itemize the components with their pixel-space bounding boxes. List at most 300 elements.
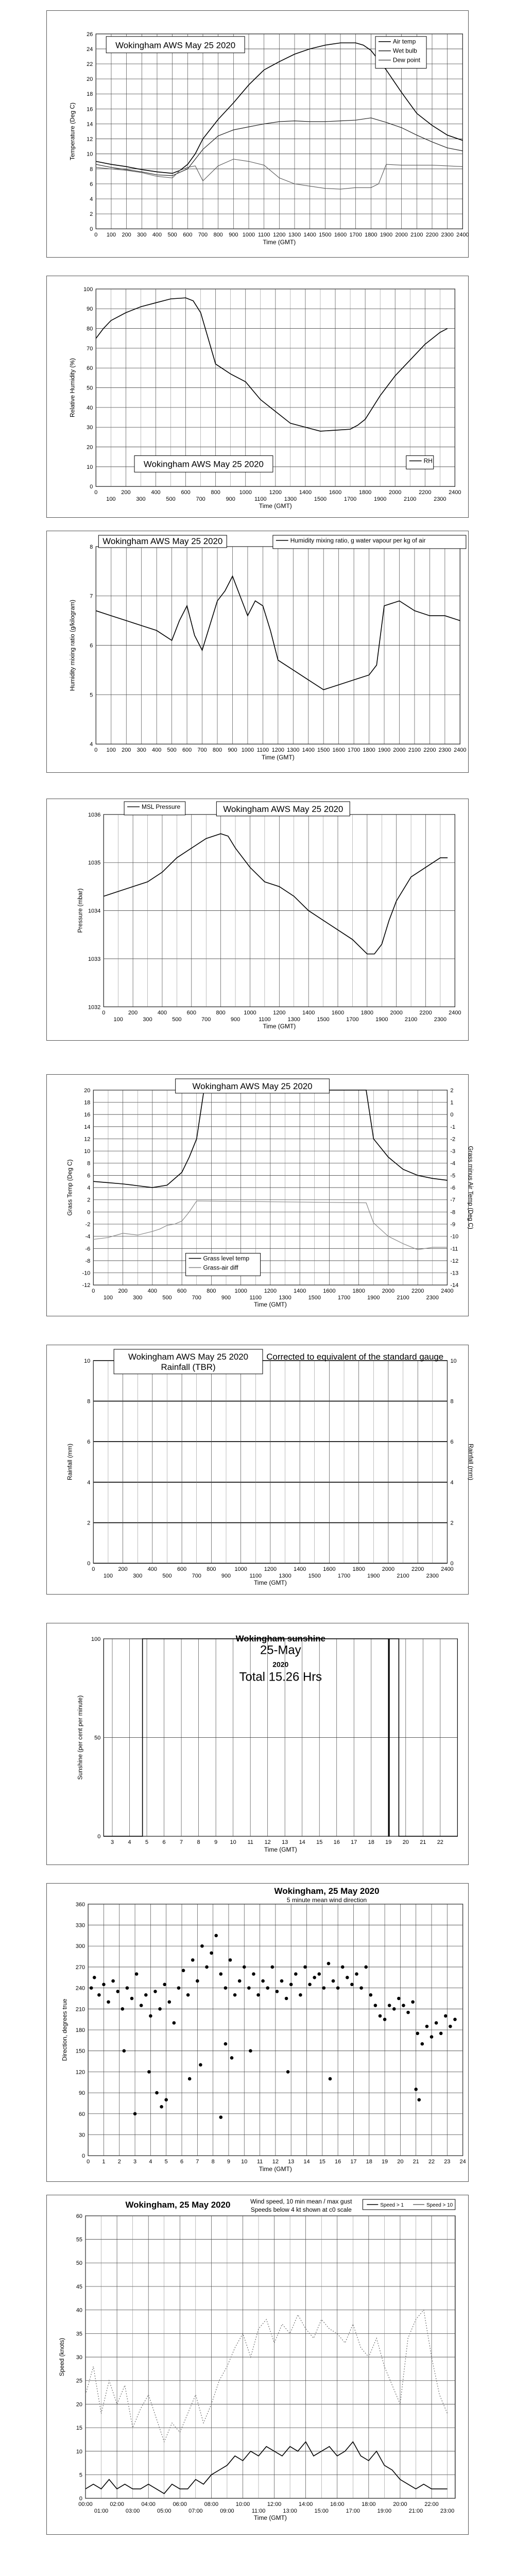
y2-tick-label: 8: [450, 1398, 454, 1405]
x-tick-label: 4: [149, 2159, 152, 2165]
chart-subtitle: Rainfall (TBR): [161, 1362, 216, 1372]
chart-title: Wokingham AWS May 25 2020: [223, 804, 344, 814]
x-tick-label: 2100: [410, 232, 423, 239]
x-tick-label: 17: [351, 1839, 357, 1846]
x-axis-label: Time (GMT): [264, 1846, 297, 1854]
x-tick-label: 2100: [408, 747, 421, 754]
y-axis-label: Sunshine (per cent per minute): [76, 1695, 84, 1780]
data-point: [90, 1986, 93, 1990]
y2-tick-label: -2: [450, 1136, 456, 1143]
x-tick-label: 200: [121, 489, 131, 496]
x-tick-label: 2200: [419, 1010, 432, 1016]
x-tick-label: 1100: [256, 747, 269, 754]
chart-subtitle: Wind speed, 10 min mean / max gust: [250, 2197, 352, 2205]
x-tick-label: 2200: [425, 232, 439, 239]
y-tick-label: 1034: [88, 908, 101, 914]
x-tick-label: 500: [162, 1573, 172, 1580]
y-tick-label: 90: [78, 2090, 85, 2097]
legend-label: Humidity mixing ratio, g water vapour per kg of air: [290, 536, 426, 544]
data-point: [149, 2014, 152, 2018]
x-tick-label: 07:00: [188, 2508, 203, 2515]
data-point: [388, 2004, 391, 2007]
data-point: [317, 1972, 321, 1976]
y2-tick-label: -7: [450, 1197, 456, 1204]
x-tick-label: 12: [264, 1839, 271, 1846]
x-tick-label: 300: [136, 747, 146, 754]
y-tick-label: 240: [75, 1985, 85, 1992]
y-tick-label: 0: [90, 226, 93, 233]
y2-tick-label: -3: [450, 1148, 456, 1155]
y-tick-label: 6: [90, 642, 93, 649]
x-tick-label: 0: [87, 2159, 90, 2165]
x-tick-label: 1600: [334, 232, 347, 239]
y2-tick-label: -5: [450, 1173, 456, 1179]
y2-tick-label: -4: [450, 1160, 456, 1167]
y-tick-label: 0: [79, 2496, 83, 2502]
y2-tick-label: 2: [450, 1087, 454, 1094]
y-tick-label: 5: [79, 2472, 83, 2479]
data-point: [425, 2025, 429, 2028]
x-tick-label: 7: [196, 2159, 199, 2165]
chart-note: Corrected to equivalent of the standard gauge: [266, 1351, 444, 1362]
y-tick-label: 1032: [88, 1004, 101, 1011]
x-tick-label: 500: [167, 232, 177, 239]
y-tick-label: 10: [76, 2448, 83, 2455]
x-axis-label: Time (GMT): [253, 2514, 287, 2522]
x-axis-label: Time (GMT): [263, 239, 296, 246]
y-tick-label: 10: [84, 1358, 91, 1364]
x-tick-label: 2: [117, 2159, 121, 2165]
y-tick-label: 25: [76, 2378, 83, 2384]
x-tick-label: 600: [181, 489, 191, 496]
y2-tick-label: 0: [450, 1561, 454, 1567]
x-tick-label: 600: [177, 1566, 187, 1573]
data-point: [164, 2098, 168, 2102]
x-tick-label: 1200: [271, 747, 285, 754]
x-tick-label: 1700: [346, 1016, 359, 1023]
y2-axis-label: Grass minus Air Temp (Deg C): [467, 1146, 475, 1229]
x-tick-label: 1400: [299, 489, 312, 496]
data-point: [200, 1944, 204, 1948]
x-tick-label: 05:00: [157, 2508, 171, 2515]
temperature-chart: [46, 10, 469, 258]
y-tick-label: 70: [87, 345, 93, 352]
y-tick-label: 6: [87, 1439, 91, 1446]
chart-title: Wokingham AWS May 25 2020: [115, 40, 236, 50]
data-point: [350, 1983, 354, 1987]
y2-axis-label: Rainfall (mm): [467, 1444, 475, 1481]
y-axis-label: Humidity mixing ratio (g/kilogram): [68, 599, 76, 691]
chart-total: Total 15.26 Hrs: [239, 1670, 322, 1684]
x-axis-label: Time (GMT): [261, 754, 295, 761]
x-tick-label: 2000: [393, 747, 406, 754]
y2-tick-label: -8: [450, 1209, 456, 1216]
y-tick-label: 40: [76, 2307, 83, 2314]
y2-tick-label: -11: [450, 1246, 458, 1252]
y-tick-label: 6: [90, 181, 93, 188]
x-tick-label: 14: [303, 2159, 310, 2165]
x-tick-label: 1300: [287, 1016, 300, 1023]
x-tick-label: 12: [272, 2159, 279, 2165]
x-tick-label: 500: [166, 496, 176, 503]
data-point: [286, 2070, 290, 2074]
x-tick-label: 800: [211, 489, 220, 496]
x-tick-label: 200: [118, 1566, 128, 1573]
x-tick-label: 1: [102, 2159, 106, 2165]
data-point: [196, 1979, 199, 1983]
y-tick-label: 0: [97, 1834, 101, 1840]
y2-tick-label: -6: [450, 1185, 456, 1192]
x-tick-label: 9: [227, 2159, 230, 2165]
data-point: [102, 1983, 106, 1987]
y-tick-label: 12: [87, 136, 93, 143]
data-point: [147, 2070, 151, 2074]
x-tick-label: 1400: [302, 747, 315, 754]
x-tick-label: 8: [211, 2159, 215, 2165]
x-tick-label: 2300: [434, 1016, 447, 1023]
x-tick-label: 700: [197, 747, 207, 754]
y2-tick-label: -9: [450, 1221, 456, 1228]
data-point: [191, 1958, 195, 1962]
data-point: [219, 1972, 222, 1976]
data-point: [261, 1979, 265, 1983]
sunshine-chart-svg: [47, 1623, 468, 1865]
mixing-ratio-chart: [46, 531, 469, 773]
x-tick-label: 500: [162, 1295, 172, 1301]
x-tick-label: 10: [241, 2159, 248, 2165]
y-tick-label: -8: [85, 1258, 91, 1264]
y-axis-label: Direction, degrees true: [61, 1998, 68, 2061]
x-tick-label: 100: [106, 747, 116, 754]
y-tick-label: 8: [87, 1398, 91, 1405]
x-tick-label: 13: [282, 1839, 288, 1846]
x-tick-label: 00:00: [78, 2501, 93, 2508]
x-tick-label: 900: [228, 747, 237, 754]
y-tick-label: 2: [87, 1520, 91, 1527]
data-point: [276, 1990, 279, 1993]
y-tick-label: 10: [84, 1148, 91, 1155]
x-tick-label: 1500: [308, 1295, 321, 1301]
y-tick-label: 100: [83, 286, 93, 293]
x-tick-label: 400: [152, 232, 162, 239]
x-tick-label: 1500: [314, 496, 327, 503]
wind-direction-chart: [46, 1883, 469, 2182]
data-point: [167, 2000, 171, 2004]
x-tick-label: 700: [198, 232, 208, 239]
data-point: [93, 1976, 96, 1979]
data-point: [130, 1997, 134, 2001]
y-tick-label: 150: [75, 2048, 85, 2055]
x-tick-label: 900: [221, 1573, 231, 1580]
data-point: [435, 2021, 438, 2025]
y-tick-label: 4: [87, 1185, 91, 1192]
x-tick-label: 15: [316, 1839, 323, 1846]
x-tick-label: 2200: [411, 1288, 424, 1295]
y-tick-label: 50: [87, 385, 93, 392]
y2-tick-label: 2: [450, 1520, 454, 1527]
y-tick-label: 120: [75, 2069, 85, 2076]
x-tick-label: 02:00: [110, 2501, 124, 2508]
data-point: [322, 1986, 326, 1990]
legend-label: Speed > 10: [426, 2202, 453, 2208]
x-tick-label: 5: [145, 1839, 149, 1846]
data-point: [313, 1976, 316, 1979]
data-point: [299, 1993, 302, 1997]
y-tick-label: 4: [90, 196, 93, 202]
data-point: [364, 1965, 368, 1969]
x-tick-label: 0: [92, 1566, 95, 1573]
y-tick-label: 5: [90, 692, 93, 699]
x-tick-label: 200: [118, 1288, 128, 1295]
x-tick-label: 01:00: [94, 2508, 109, 2515]
data-point: [439, 2032, 443, 2036]
data-point: [247, 1986, 251, 1990]
legend-label: Grass level temp: [203, 1255, 250, 1262]
x-tick-label: 300: [137, 232, 147, 239]
x-tick-label: 600: [177, 1288, 187, 1295]
legend-label: MSL Pressure: [141, 803, 181, 810]
x-tick-label: 800: [207, 1288, 216, 1295]
x-tick-label: 5: [164, 2159, 168, 2165]
x-tick-label: 300: [133, 1573, 143, 1580]
legend-label: Dew point: [392, 56, 420, 64]
chart-date: 25-May: [260, 1643, 301, 1657]
y2-tick-label: -10: [450, 1233, 459, 1240]
y-tick-label: 0: [82, 2153, 85, 2160]
x-tick-label: 2000: [382, 1288, 395, 1295]
y-tick-label: -4: [85, 1233, 91, 1240]
y-tick-label: 24: [87, 46, 93, 53]
data-point: [233, 1993, 237, 1997]
y-tick-label: 16: [87, 106, 93, 113]
data-point: [144, 1993, 148, 1997]
x-tick-label: 16: [335, 2159, 341, 2165]
x-tick-label: 22: [437, 1839, 443, 1846]
x-tick-label: 11:00: [251, 2508, 266, 2515]
x-tick-label: 1500: [308, 1573, 321, 1580]
x-tick-label: 2100: [404, 496, 417, 503]
data-point: [252, 1972, 255, 1976]
x-tick-label: 1200: [264, 1288, 277, 1295]
x-tick-label: 1900: [367, 1295, 380, 1301]
x-tick-label: 2400: [449, 489, 461, 496]
y-axis-label: Pressure (mbar): [76, 888, 84, 933]
data-point: [188, 2077, 192, 2081]
x-tick-label: 1900: [375, 1016, 388, 1023]
y-tick-label: 50: [94, 1735, 101, 1741]
x-tick-label: 2400: [441, 1566, 454, 1573]
x-tick-label: 2400: [441, 1288, 454, 1295]
data-point: [182, 1969, 185, 1972]
x-axis-label: Time (GMT): [253, 1579, 287, 1587]
data-point: [186, 1993, 190, 1997]
x-tick-label: 0: [94, 232, 98, 239]
x-tick-label: 900: [226, 496, 235, 503]
x-tick-label: 18: [366, 2159, 372, 2165]
x-tick-label: 100: [113, 1016, 123, 1023]
x-tick-label: 1900: [377, 747, 391, 754]
x-tick-label: 1800: [358, 489, 372, 496]
x-tick-label: 23:00: [440, 2508, 455, 2515]
y-tick-label: 26: [87, 31, 93, 38]
legend-label: Air temp: [392, 38, 416, 45]
data-point: [238, 1979, 242, 1983]
x-tick-label: 8: [197, 1839, 200, 1846]
data-point: [359, 1986, 363, 1990]
y-tick-label: 20: [87, 444, 93, 451]
x-tick-label: 600: [182, 747, 192, 754]
x-tick-label: 1000: [242, 232, 255, 239]
data-point: [214, 1934, 218, 1938]
x-tick-label: 14: [299, 1839, 305, 1846]
x-tick-label: 1100: [249, 1295, 262, 1301]
x-tick-label: 16:00: [330, 2501, 345, 2508]
data-point: [111, 1979, 115, 1983]
x-tick-label: 1700: [349, 232, 362, 239]
y-axis-label: Grass Temp (Deg C): [66, 1159, 74, 1216]
y-tick-label: 4: [87, 1479, 91, 1486]
x-tick-label: 1600: [332, 747, 345, 754]
data-point: [406, 2011, 410, 2014]
x-axis-label: Time (GMT): [259, 502, 292, 510]
y-tick-label: 16: [84, 1112, 91, 1118]
x-tick-label: 9: [214, 1839, 218, 1846]
x-tick-label: 2200: [423, 747, 436, 754]
data-point: [107, 2000, 110, 2004]
y-tick-label: 2: [87, 1197, 91, 1204]
x-tick-label: 6: [180, 2159, 184, 2165]
data-point: [121, 2007, 125, 2011]
x-tick-label: 13: [288, 2159, 295, 2165]
y-tick-label: 90: [87, 306, 93, 313]
data-point: [256, 1993, 260, 1997]
x-tick-label: 2000: [389, 489, 402, 496]
y-tick-label: 40: [87, 404, 93, 411]
wind-speed-chart-svg: [47, 2195, 468, 2534]
x-tick-label: 1700: [347, 747, 360, 754]
y-tick-label: 8: [87, 1160, 91, 1167]
y-axis-label: Speed (knots): [58, 2337, 66, 2377]
x-tick-label: 1900: [367, 1573, 380, 1580]
y-tick-label: 15: [76, 2425, 83, 2432]
x-tick-label: 2000: [390, 1010, 403, 1016]
data-point: [126, 1986, 129, 1990]
y2-tick-label: -14: [450, 1282, 459, 1289]
x-tick-label: 700: [192, 1295, 201, 1301]
wind-speed-chart: [46, 2195, 469, 2535]
x-tick-label: 20: [402, 1839, 409, 1846]
x-tick-label: 1000: [239, 489, 252, 496]
data-point: [219, 2115, 222, 2119]
data-point: [417, 2098, 421, 2102]
y-tick-label: -6: [85, 1246, 91, 1252]
data-point: [158, 2007, 162, 2011]
data-point: [346, 1976, 349, 1979]
y-tick-label: 2: [90, 211, 93, 218]
x-tick-label: 2400: [449, 1010, 461, 1016]
x-tick-label: 700: [192, 1573, 201, 1580]
x-tick-label: 800: [212, 747, 222, 754]
x-tick-label: 1200: [269, 489, 282, 496]
x-tick-label: 600: [186, 1010, 196, 1016]
x-tick-label: 400: [151, 489, 161, 496]
x-tick-label: 600: [183, 232, 193, 239]
y-tick-label: 4: [90, 741, 93, 748]
x-tick-label: 1600: [331, 1010, 345, 1016]
x-tick-label: 100: [103, 1573, 113, 1580]
x-tick-label: 1100: [254, 496, 267, 503]
y2-tick-label: 6: [450, 1439, 454, 1446]
x-tick-label: 0: [94, 747, 98, 754]
x-axis-label: Time (GMT): [259, 2165, 292, 2173]
x-tick-label: 1700: [344, 496, 357, 503]
x-tick-label: 09:00: [220, 2508, 234, 2515]
humidity-chart: [46, 276, 469, 518]
x-tick-label: 2400: [454, 747, 467, 754]
data-point: [336, 1986, 340, 1990]
y-tick-label: -2: [85, 1221, 91, 1228]
x-tick-label: 03:00: [125, 2508, 140, 2515]
x-tick-label: 100: [103, 1295, 113, 1301]
x-tick-label: 1500: [317, 747, 330, 754]
data-point: [229, 1958, 232, 1962]
data-point: [392, 2007, 396, 2011]
x-tick-label: 10:00: [235, 2501, 250, 2508]
x-tick-label: 1200: [264, 1566, 277, 1573]
x-tick-label: 2000: [395, 232, 408, 239]
data-point: [153, 1990, 157, 1993]
data-point: [421, 2042, 424, 2046]
x-tick-label: 2300: [426, 1295, 439, 1301]
humidity-chart-svg: [47, 276, 468, 517]
x-tick-label: 08:00: [204, 2501, 219, 2508]
data-point: [116, 1990, 119, 1993]
data-point: [294, 1972, 298, 1976]
y-tick-label: 20: [84, 1087, 91, 1094]
x-tick-label: 18:00: [362, 2501, 376, 2508]
data-point: [444, 2014, 448, 2018]
x-tick-label: 1300: [284, 496, 297, 503]
x-tick-label: 23: [444, 2159, 451, 2165]
legend-label: Speed > 1: [380, 2202, 404, 2208]
y-tick-label: 7: [90, 593, 93, 600]
data-point: [266, 1986, 269, 1990]
x-tick-label: 20: [397, 2159, 404, 2165]
data-point: [155, 2091, 159, 2095]
data-point: [205, 1965, 209, 1969]
data-point: [355, 1972, 358, 1976]
data-point: [173, 2021, 176, 2025]
sunshine-chart: [46, 1623, 469, 1865]
data-point: [271, 1965, 274, 1969]
data-point: [374, 2004, 377, 2007]
y2-tick-label: -13: [450, 1270, 459, 1277]
y-axis-label: Rainfall (mm): [66, 1444, 74, 1481]
mixing-ratio-chart-svg: [47, 531, 468, 772]
data-point: [369, 1993, 372, 1997]
x-tick-label: 200: [128, 1010, 138, 1016]
data-point: [411, 2000, 415, 2004]
x-tick-label: 1500: [319, 232, 332, 239]
y-tick-label: 18: [84, 1099, 91, 1106]
data-point: [224, 2042, 228, 2046]
y-tick-label: 1036: [88, 811, 101, 818]
chart-title: Wokingham AWS May 25 2020: [102, 536, 223, 546]
y-tick-label: 45: [76, 2283, 83, 2290]
rainfall-chart-svg: [47, 1345, 475, 1594]
temperature-chart-svg: [47, 11, 468, 257]
x-tick-label: 21: [413, 2159, 419, 2165]
